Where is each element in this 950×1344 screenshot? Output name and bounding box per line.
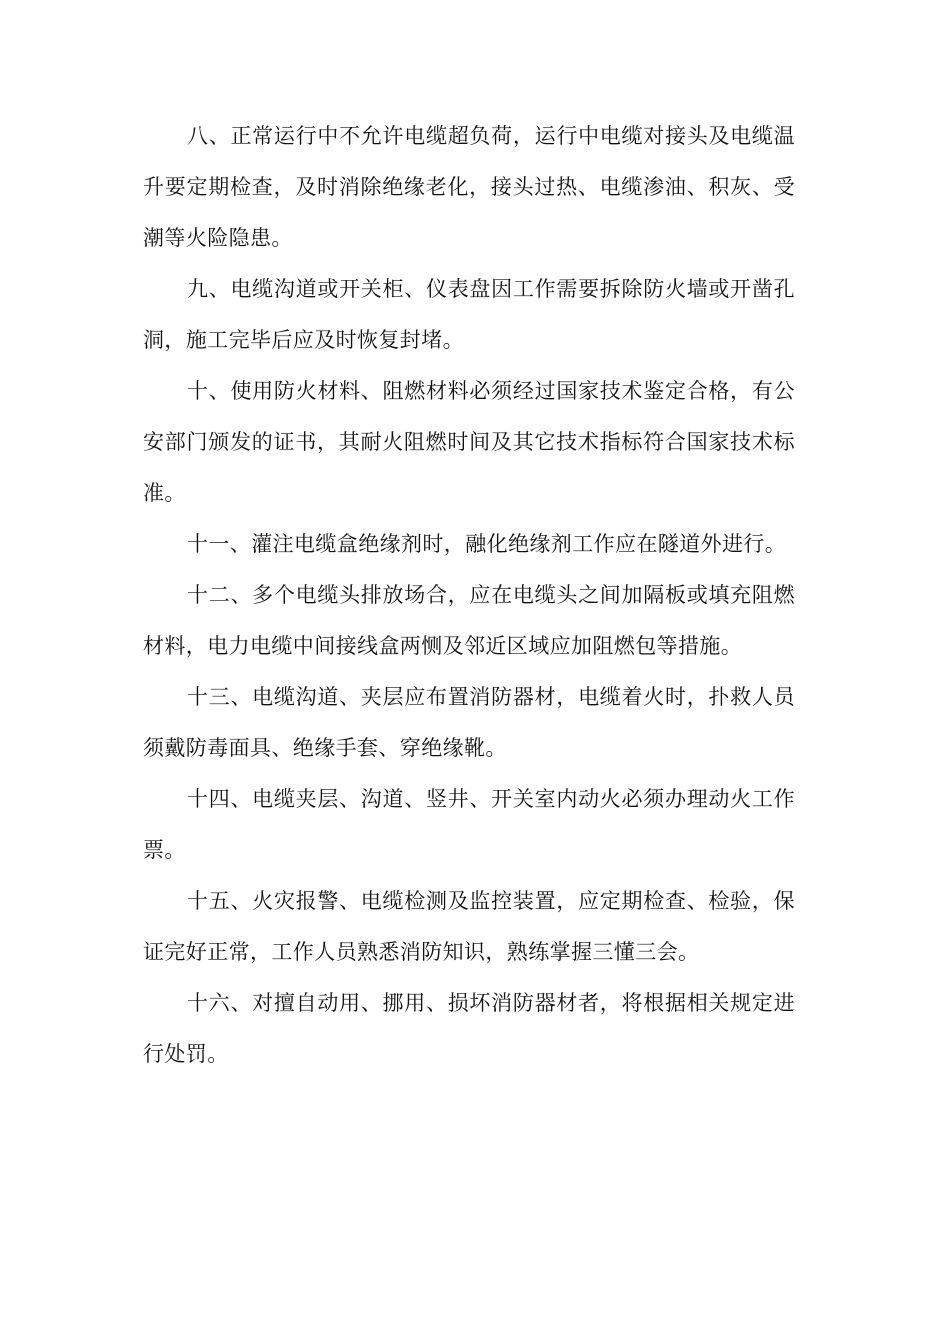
document-body xyxy=(143,111,795,1080)
paragraph-15: 十五、火灾报警、电缆检测及监控装置，应定期检查、检验，保证完好正常，工作人员熟悉消防知识，熟练掌握三懂三会。 xyxy=(143,889,795,964)
paragraph-10: 十、使用防火材料、阻燃材料必须经过国家技术鉴定合格，有公安部门颁发的证书，其耐火阻燃时间及其它技术指标符合国家技术标准。 xyxy=(143,379,795,505)
paragraph-13: 十三、电缆沟道、夹层应布置消防器材，电缆着火时，扑救人员须戴防毒面具、绝缘手套、穿绝缘靴。 xyxy=(143,685,795,760)
paragraph-14: 十四、电缆夹层、沟道、竖井、开关室内动火必须办理动火工作票。 xyxy=(143,787,795,862)
paragraph-16: 十六、对擅自动用、挪用、损坏消防器材者，将根据相关规定进行处罚。 xyxy=(143,991,795,1066)
paragraph-8: 八、正常运行中不允许电缆超负荷，运行中电缆对接头及电缆温升要定期检查，及时消除绝缘老化，接头过热、电缆渗油、积灰、受潮等火险隐患。 xyxy=(143,124,795,250)
paragraph-9: 九、电缆沟道或开关柜、仪表盘因工作需要拆除防火墙或开凿孔洞，施工完毕后应及时恢复封堵。 xyxy=(143,277,795,352)
paragraph-12: 十二、多个电缆头排放场合，应在电缆头之间加隔板或填充阻燃材料，电力电缆中间接线盒两恻及邻近区域应加阻燃包等措施。 xyxy=(143,583,795,658)
paragraph-11: 十一、灌注电缆盒绝缘剂时，融化绝缘剂工作应在隧道外进行。 xyxy=(187,532,787,556)
